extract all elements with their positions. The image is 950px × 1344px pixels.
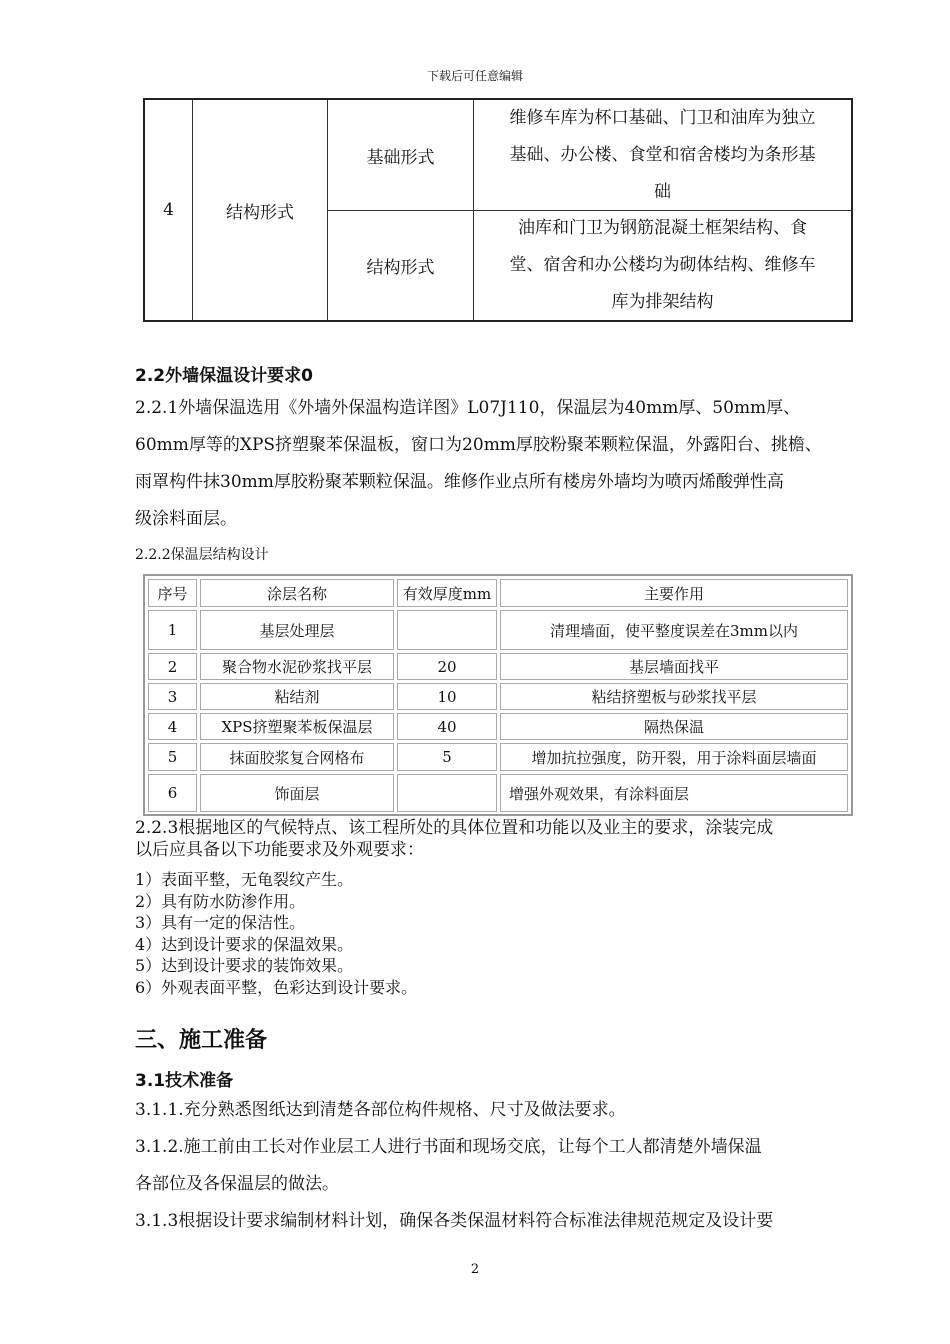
requirement-list [135, 869, 417, 998]
table-cell: 5 [397, 743, 497, 771]
paragraph-line: 2.2.1外墙保温选用《外墙外保温构造详图》L07J110，保温层为40mm厚、50mm厚、 [135, 398, 801, 418]
structure-row-desc [474, 211, 851, 320]
structure-row-label: 基础形式 [366, 147, 435, 168]
structure-index: 4 [163, 200, 174, 220]
paragraph-line: 60mm厚等的XPS挤塑聚苯保温板，窗口为20mm厚胶粉聚苯颗粒保温，外露阳台、挑檐、 [135, 435, 822, 455]
chapter-heading: 三、施工准备 [135, 1028, 268, 1053]
table-cell: 增强外观效果，有涂料面层 [500, 774, 848, 812]
paragraph-line: 3.1.3根据设计要求编制材料计划，确保各类保温材料符合标准法律规范规定及设计要 [135, 1211, 774, 1231]
table-cell: 40 [397, 713, 497, 740]
table-cell: 3 [148, 683, 197, 710]
section-heading: 2.2外墙保温设计要求0 [135, 366, 313, 386]
section-heading: 3.1技术准备 [135, 1071, 234, 1091]
paragraph-line: 3.1.1.充分熟悉图纸达到清楚各部位构件规格、尺寸及做法要求。 [135, 1100, 626, 1120]
desc-line: 堂、宿舍和办公楼均为砌体结构、维修车 [509, 255, 816, 275]
table-cell: 基层处理层 [200, 610, 394, 650]
list-item: 3）具有一定的保洁性。 [135, 913, 306, 932]
table-cell: 4 [148, 713, 197, 740]
structure-category: 结构形式 [226, 202, 294, 223]
table-header: 有效厚度mm [397, 579, 497, 607]
structure-row-desc [474, 100, 851, 210]
table-cell: 10 [397, 683, 497, 710]
table-header: 主要作用 [500, 579, 848, 607]
table-cell: 20 [397, 653, 497, 680]
paragraph-line: 级涂料面层。 [135, 509, 237, 529]
paragraph-line: 各部位及各保温层的做法。 [135, 1174, 339, 1194]
paragraph-line: 雨罩构件抹30mm厚胶粉聚苯颗粒保温。维修作业点所有楼房外墙均为喷丙烯酸弹性高 [135, 472, 784, 492]
table-cell: 粘结挤塑板与砂浆找平层 [500, 683, 848, 710]
table-header: 涂层名称 [200, 579, 394, 607]
page-number: 2 [470, 1262, 480, 1277]
paragraph-line: 2.2.3根据地区的气候特点、该工程所处的具体位置和功能以及业主的要求，涂装完成 [135, 818, 774, 838]
table-cell: XPS挤塑聚苯板保温层 [200, 713, 394, 740]
table-cell [397, 610, 497, 650]
table-cell: 2 [148, 653, 197, 680]
table-cell: 1 [148, 610, 197, 650]
table-header: 序号 [148, 579, 197, 607]
list-item: 1）表面平整，无龟裂纹产生。 [135, 870, 354, 889]
paragraph [135, 390, 895, 538]
desc-line: 础 [654, 181, 671, 202]
paragraph [135, 1092, 905, 1240]
sub-heading: 2.2.2保温层结构设计 [135, 547, 269, 563]
desc-line: 维修车库为杯口基础、门卫和油库为独立 [509, 107, 816, 128]
structure-row-label: 结构形式 [366, 258, 435, 278]
table-cell: 5 [148, 743, 197, 771]
table-cell: 清理墙面，使平整度误差在3mm以内 [500, 610, 848, 650]
table-cell: 聚合物水泥砂浆找平层 [200, 653, 394, 680]
table-cell: 饰面层 [200, 774, 394, 812]
desc-line: 库为排架结构 [611, 292, 714, 312]
page-header: 下载后可任意编辑 [426, 69, 523, 83]
table-cell: 基层墙面找平 [500, 653, 848, 680]
list-item: 4）达到设计要求的保温效果。 [135, 934, 354, 954]
table-cell: 粘结剂 [200, 683, 394, 710]
paragraph-line: 以后应具备以下功能要求及外观要求： [135, 840, 424, 860]
table-cell: 6 [148, 774, 197, 812]
paragraph-line: 3.1.2.施工前由工长对作业层工人进行书面和现场交底，让每个工人都清楚外墙保温 [135, 1137, 762, 1157]
list-item: 5）达到设计要求的装饰效果。 [135, 956, 354, 975]
paragraph [135, 817, 905, 861]
table-cell: 抹面胶浆复合网格布 [200, 743, 394, 771]
desc-line: 油库和门卫为钢筋混凝土框架结构、食 [518, 218, 807, 238]
structure-table [143, 98, 853, 322]
desc-line: 基础、办公楼、食堂和宿舍楼均为条形基 [509, 144, 816, 165]
list-item: 6）外观表面平整，色彩达到设计要求。 [135, 977, 418, 997]
list-item: 2）具有防水防渗作用。 [135, 891, 306, 911]
table-cell: 增加抗拉强度，防开裂，用于涂料面层墙面 [500, 743, 848, 771]
table-cell [397, 774, 497, 812]
table-cell: 隔热保温 [500, 713, 848, 740]
layer-table [143, 574, 853, 816]
